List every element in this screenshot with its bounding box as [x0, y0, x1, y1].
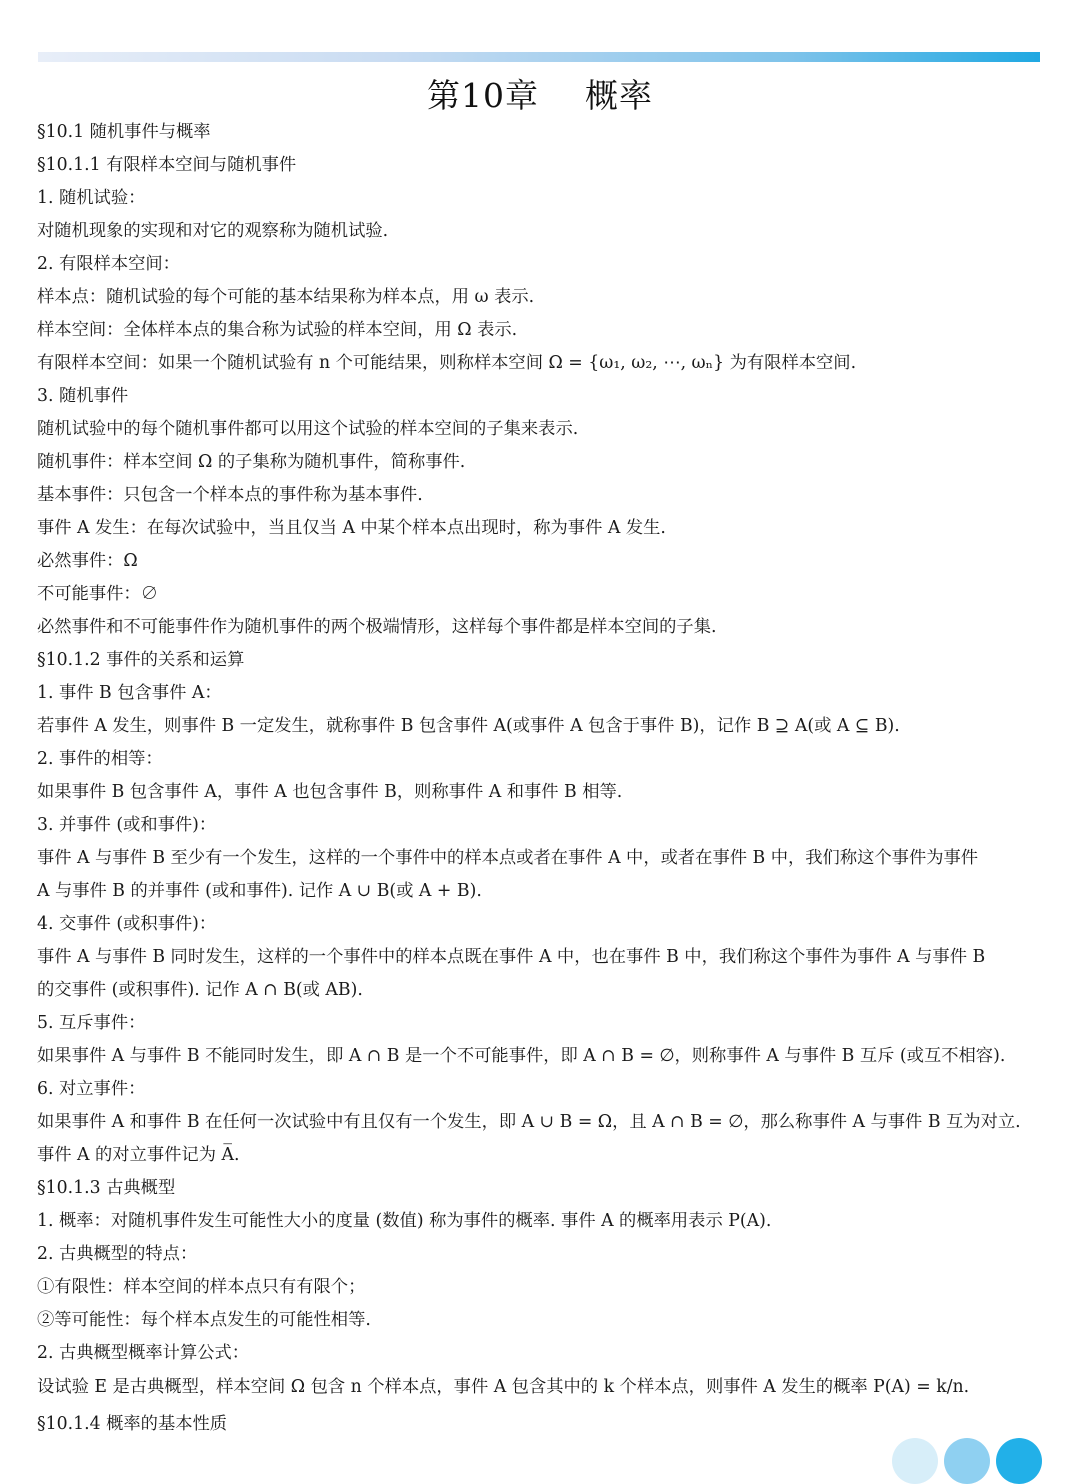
formula-line: 设试验 E 是古典概型，样本空间 Ω 包含 n 个样本点，事件 A 包含其中的 k 个样本点，则事件 A 发生的概率 P(A) = k/n.: [37, 1377, 970, 1397]
item-heading-complementary: 6. 对立事件：: [37, 1079, 146, 1099]
paragraph-line: 基本事件：只包含一个样本点的事件称为基本事件.: [37, 485, 423, 505]
list-item: ②等可能性：每个样本点发生的可能性相等.: [37, 1310, 371, 1330]
item-heading-union: 3. 并事件 (或和事件)：: [37, 815, 217, 835]
paragraph-line: 1. 概率：对随机事件发生可能性大小的度量 (数值) 称为事件的概率. 事件 A 的概率用表示 P(A).: [37, 1211, 772, 1231]
subsection-heading-10-1-3: §10.1.3 古典概型: [37, 1178, 176, 1198]
item-heading-intersection: 4. 交事件 (或积事件)：: [37, 914, 217, 934]
paragraph-line: 事件 A 与事件 B 同时发生，这样的一个事件中的样本点既在事件 A 中，也在事件 B 中，我们称这个事件为事件 A 与事件 B: [37, 947, 986, 967]
paragraph-line: 必然事件：Ω: [37, 551, 138, 571]
paragraph-line: 必然事件和不可能事件作为随机事件的两个极端情形，这样每个事件都是样本空间的子集.: [37, 617, 717, 637]
subsection-heading-10-1-2: §10.1.2 事件的关系和运算: [37, 650, 245, 670]
section-heading-10-1: §10.1 随机事件与概率: [37, 122, 211, 142]
item-heading-classical-formula: 2. 古典概型概率计算公式：: [37, 1343, 250, 1363]
paragraph-line: 若事件 A 发生，则事件 B 一定发生，就称事件 B 包含事件 A(或事件 A 包含于事件 B)，记作 B ⊇ A(或 A ⊆ B).: [37, 716, 900, 736]
subsection-heading-10-1-1: §10.1.1 有限样本空间与随机事件: [37, 155, 297, 175]
header-gradient-bar: [38, 52, 1040, 62]
subsection-heading-10-1-4: §10.1.4 概率的基本性质: [37, 1414, 228, 1434]
paragraph-line: 随机事件：样本空间 Ω 的子集称为随机事件，简称事件.: [37, 452, 466, 472]
decorative-circle: [944, 1438, 990, 1484]
paragraph-line: 事件 A 发生：在每次试验中，当且仅当 A 中某个样本点出现时，称为事件 A 发生.: [37, 518, 666, 538]
paragraph-line: 对随机现象的实现和对它的观察称为随机试验.: [37, 221, 389, 241]
item-heading-inclusion: 1. 事件 B 包含事件 A：: [37, 683, 222, 703]
chapter-title: 第10章 概率: [427, 76, 653, 115]
paragraph-line: 事件 A 的对立事件记为 A̅.: [37, 1145, 240, 1165]
paragraph-line: 如果事件 B 包含事件 A，事件 A 也包含事件 B，则称事件 A 和事件 B 相等.: [37, 782, 623, 802]
item-heading-random-experiment: 1. 随机试验：: [37, 188, 146, 208]
paragraph-line: 随机试验中的每个随机事件都可以用这个试验的样本空间的子集来表示.: [37, 419, 579, 439]
paragraph-line: 不可能事件：∅: [37, 584, 158, 604]
list-item: ①有限性：样本空间的样本点只有有限个；: [37, 1277, 366, 1297]
item-heading-mutually-exclusive: 5. 互斥事件：: [37, 1013, 146, 1033]
item-heading-random-event: 3. 随机事件: [37, 386, 129, 406]
paragraph-line: 的交事件 (或积事件). 记作 A ∩ B(或 AB).: [37, 980, 363, 1000]
paragraph-line: 样本空间：全体样本点的集合称为试验的样本空间，用 Ω 表示.: [37, 320, 518, 340]
item-heading-classical-features: 2. 古典概型的特点：: [37, 1244, 198, 1264]
paragraph-line: 事件 A 与事件 B 至少有一个发生，这样的一个事件中的样本点或者在事件 A 中，或者在事件 B 中，我们称这个事件为事件: [37, 848, 979, 868]
paragraph-line: A 与事件 B 的并事件 (或和事件). 记作 A ∪ B(或 A + B).: [37, 881, 482, 901]
item-heading-equality: 2. 事件的相等：: [37, 749, 163, 769]
paragraph-line: 有限样本空间：如果一个随机试验有 n 个可能结果，则称样本空间 Ω = {ω₁, ω₂, ⋯, ωₙ} 为有限样本空间.: [37, 353, 857, 373]
item-heading-finite-sample-space: 2. 有限样本空间：: [37, 254, 180, 274]
paragraph-line: 如果事件 A 与事件 B 不能同时发生，即 A ∩ B 是一个不可能事件，即 A ∩ B = ∅，则称事件 A 与事件 B 互斥 (或互不相容).: [37, 1046, 1006, 1066]
decorative-circle: [892, 1438, 938, 1484]
paragraph-line: 样本点：随机试验的每个可能的基本结果称为样本点，用 ω 表示.: [37, 287, 535, 307]
decorative-circle: [996, 1438, 1042, 1484]
paragraph-line: 如果事件 A 和事件 B 在任何一次试验中有且仅有一个发生，即 A ∪ B = Ω，且 A ∩ B = ∅，那么称事件 A 与事件 B 互为对立.: [37, 1112, 1021, 1132]
